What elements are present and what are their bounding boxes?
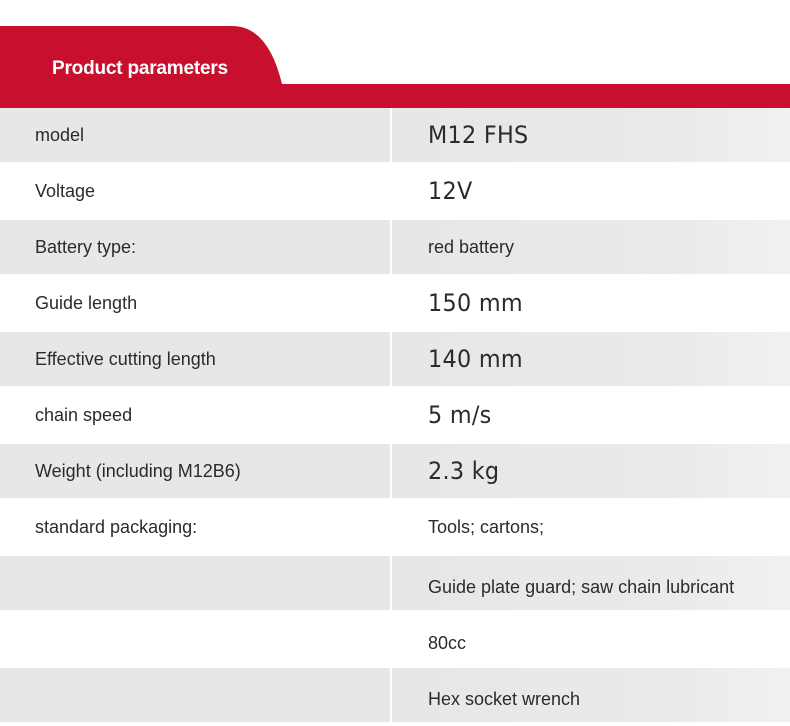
label-cell (0, 388, 390, 442)
table-row (0, 164, 790, 220)
label-cell (0, 500, 390, 554)
value-cell (392, 108, 790, 162)
header-banner-shape (0, 0, 790, 108)
value-cell (392, 388, 790, 442)
parameter-label: chain speed (35, 405, 133, 425)
value-cell (392, 668, 790, 722)
parameter-label: standard packaging: (35, 517, 198, 537)
table-row (0, 556, 790, 612)
table-row (0, 276, 790, 332)
value-cell (392, 332, 790, 386)
parameter-value: 5 m/s (428, 401, 492, 429)
parameter-value: Hex socket wrench (428, 689, 581, 709)
label-cell (0, 332, 390, 386)
parameter-value: M12 FHS (428, 121, 529, 149)
value-cell (392, 220, 790, 274)
table-row (0, 444, 790, 500)
label-cell (0, 164, 390, 218)
table-row (0, 220, 790, 276)
label-cell (0, 276, 390, 330)
label-cell (0, 444, 390, 498)
table-row (0, 500, 790, 556)
page-title: Product parameters (52, 58, 228, 79)
value-cell (392, 556, 790, 610)
parameter-value: Tools; cartons; (428, 517, 545, 537)
table-row (0, 668, 790, 724)
table-row (0, 108, 790, 164)
label-cell (0, 220, 390, 274)
parameter-value: 80cc (428, 633, 467, 653)
label-cell (0, 612, 390, 666)
parameter-value: 12V (428, 177, 473, 205)
parameter-value: Guide plate guard; saw chain lubricant (428, 577, 735, 597)
parameters-table (0, 108, 790, 724)
table-row (0, 388, 790, 444)
parameter-label: Effective cutting length (35, 349, 216, 369)
parameter-value: 2.3 kg (428, 457, 500, 485)
parameter-value: 150 mm (428, 289, 523, 317)
parameter-label: model (35, 125, 85, 145)
parameter-label: Voltage (35, 181, 96, 201)
label-cell (0, 108, 390, 162)
parameter-label: Guide length (35, 293, 138, 313)
value-cell (392, 500, 790, 554)
value-cell (392, 612, 790, 666)
label-cell (0, 556, 390, 610)
label-cell (0, 668, 390, 722)
table-row (0, 332, 790, 388)
value-cell (392, 164, 790, 218)
section-header (0, 0, 790, 108)
table-row (0, 612, 790, 668)
parameter-value: 140 mm (428, 345, 523, 373)
parameter-label: Battery type: (35, 237, 137, 257)
parameter-label: Weight (including M12B6) (35, 461, 241, 481)
value-cell (392, 276, 790, 330)
value-cell (392, 444, 790, 498)
parameter-value: red battery (428, 237, 515, 257)
